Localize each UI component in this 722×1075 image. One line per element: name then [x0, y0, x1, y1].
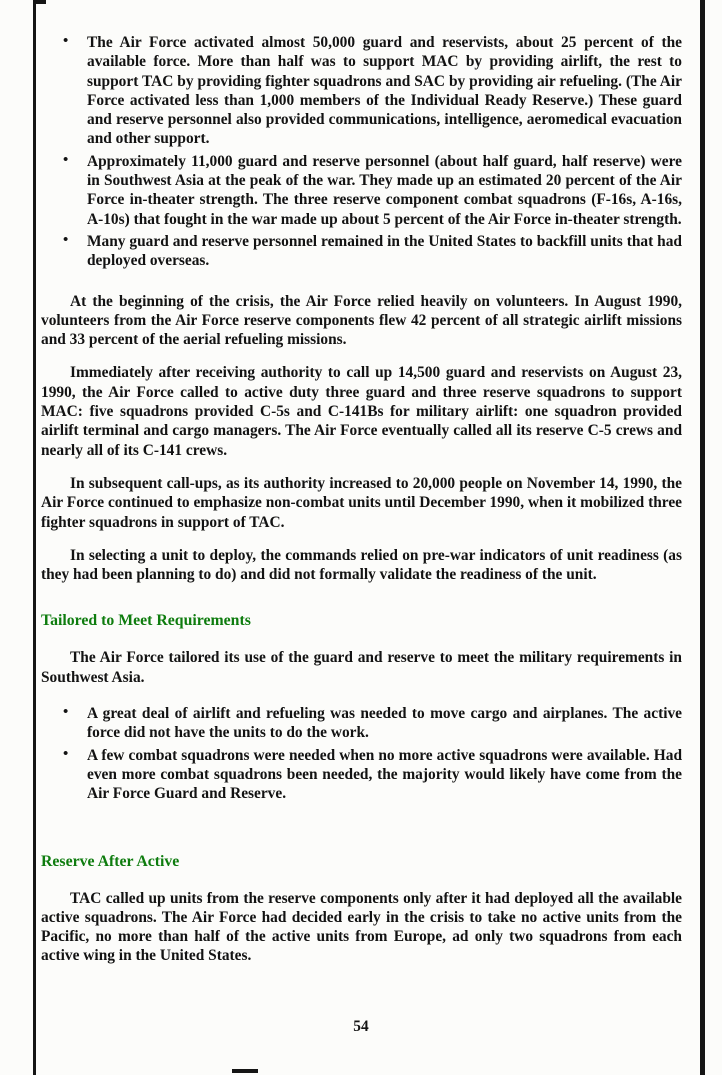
paragraph: In selecting a unit to deploy, the commands relied on pre-war indicators of unit readiness (as they had been planning to do) and did not formally validate the readiness of the unit.	[41, 546, 682, 584]
paragraph: Immediately after receiving authority to call up 14,500 guard and reservists on August 23, 1990, the Air Force called to active duty three guard and three reserve squadrons to support MAC: five squadrons provided C-5s and C-141Bs for military airlift: one squadron provided airlift terminal and cargo managers. The Air Force eventually called all its reserve C-5 crews and nearly all of its C-141 crews.	[41, 364, 682, 459]
bullet-text: Approximately 11,000 guard and reserve personnel (about half guard, half reserve) were in Southwest Asia at the peak of the war. They made up an estimated 20 percent of the Air Force in-theater strength. The three reserve component combat squadrons (F-16s, A-16s, A-10s) that fought in the war made up about 5 percent of the Air Force in-theater strength.	[87, 152, 682, 228]
bullet-text: Many guard and reserve personnel remained in the United States to backfill units that had deployed overseas.	[87, 232, 682, 270]
page-number: 54	[353, 1018, 369, 1035]
list-item	[60, 232, 682, 271]
paragraph: In subsequent call-ups, as its authority increased to 20,000 people on November 14, 1990, the Air Force continued to emphasize non-combat units until December 1990, when it mobilized three fighter squadrons in support of TAC.	[41, 474, 682, 531]
scan-edge-right	[700, 0, 705, 1075]
bullet-icon: •	[63, 33, 69, 49]
bullet-list-tailored	[41, 704, 682, 803]
scan-artifact-top	[36, 0, 46, 4]
bullet-list-top	[41, 33, 682, 271]
section-heading-tailored: Tailored to Meet Requirements	[41, 612, 251, 630]
list-item	[60, 33, 682, 149]
scan-edge-left	[33, 0, 36, 1075]
paragraph: The Air Force tailored its use of the guard and reserve to meet the military requirements in Southwest Asia.	[41, 649, 682, 686]
paragraph: At the beginning of the crisis, the Air Force relied heavily on volunteers. In August 1990, volunteers from the Air Force reserve components flew 42 percent of all strategic airlift missions and 33 percent of the aerial refueling missions.	[41, 292, 682, 349]
paragraph: TAC called up units from the reserve components only after it had deployed all the available active squadrons. The Air Force had decided early in the crisis to take no active units from the Pacific, no more than half of the active units from Europe, ad only two squadrons from each active wing in the United States.	[41, 889, 682, 965]
bullet-text: The Air Force activated almost 50,000 guard and reservists, about 25 percent of the available force. More than half was to support MAC by providing airlift, the rest to support TAC by providing fighter squadrons and SAC by providing air refueling. (The Air Force activated less than 1,000 members of the Individual Ready Reserve.) These guard and reserve personnel also provided communications, intelligence, aeromedical evacuation and other support.	[87, 34, 682, 148]
list-item	[60, 746, 682, 804]
bullet-text: A great deal of airlift and refueling was needed to move cargo and airplanes. The active force did not have the units to do the work.	[87, 705, 682, 742]
list-item	[60, 152, 682, 229]
scan-artifact-bottom	[232, 1069, 258, 1073]
section-heading-reserve: Reserve After Active	[41, 852, 180, 870]
bullet-icon: •	[63, 704, 69, 721]
bullet-text: A few combat squadrons were needed when no more active squadrons were available. Had even more combat squadrons been needed, the majority would likely have come from the Air Force Guard and Reserve.	[87, 746, 682, 803]
document-page	[41, 33, 682, 966]
list-item	[60, 704, 682, 743]
bullet-icon: •	[63, 231, 69, 248]
bullet-icon: •	[63, 151, 69, 168]
bullet-icon: •	[63, 745, 69, 762]
